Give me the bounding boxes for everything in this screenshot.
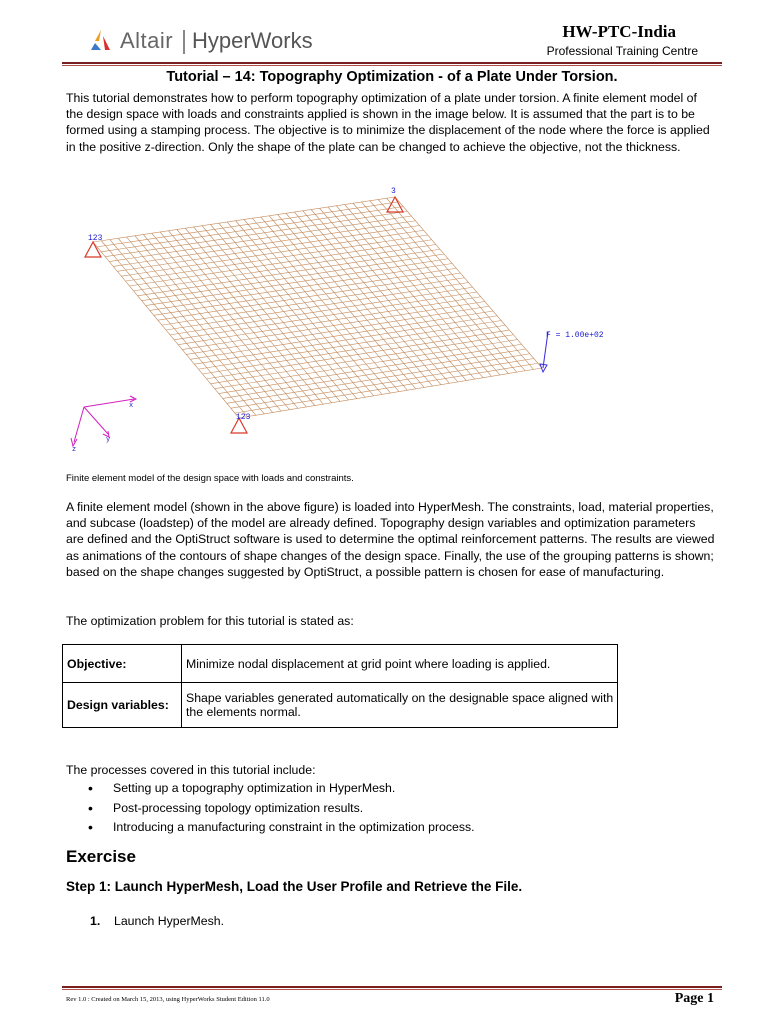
mesh-line [336,206,483,378]
mesh-line [269,216,416,389]
header-rule-thin [62,65,722,66]
footer-rule-thin [62,989,722,990]
mesh-line [211,335,514,384]
mesh-line [353,203,500,375]
mesh-line [252,218,399,391]
mesh-line [370,201,517,372]
axis-x-label: x [129,402,134,410]
mesh-line [194,316,497,364]
problem-statement-intro: The optimization problem for this tutorial is stated as: [66,614,354,628]
table-value-objective: Minimize nodal displacement at grid point where loading is applied. [182,645,618,683]
table-label-objective: Objective: [63,645,182,683]
axis-triad-icon [71,396,136,446]
mesh-line [320,208,467,380]
mesh-line [215,340,518,389]
figure-caption: Finite element model of the design space with loads and constraints. [66,473,354,484]
force-label: F = 1.00e+02 [546,331,604,340]
step-number: 1. [90,914,101,928]
processes-intro: The processes covered in this tutorial include: [66,763,316,777]
table-label-design-variables: Design variables: [63,683,182,728]
node-label-left: 123 [88,234,103,243]
processes-list [88,781,475,840]
step-list-item [90,914,224,928]
mesh-line [207,330,510,379]
mesh-line [219,344,522,393]
mesh-line [345,205,492,377]
constraint-left-icon [85,242,101,257]
mesh-line [361,202,508,374]
mesh-line [328,207,475,379]
table-value-design-variables: Shape variables generated automatically on the designable space aligned with the elements normal. [182,683,618,728]
mesh-line [303,211,450,384]
mesh-line [227,354,530,404]
list-item: • Setting up a topography optimization in HyperMesh. [88,781,475,801]
optimization-problem-table [62,644,618,728]
constraint-top-icon [387,197,403,212]
header-subtitle: Professional Training Centre [546,44,698,58]
axis-y-label: y [106,436,111,444]
fem-plate-figure [62,180,662,465]
mesh-line [294,212,441,385]
header-rule [62,62,722,64]
step-text: Launch HyperMesh. [114,914,225,928]
table-row [63,683,618,728]
logo-altair-text: Altair [120,28,174,53]
node-label-top: 3 [391,187,396,196]
document-title: Tutorial – 14: Topography Optimization - of a Plate Under Torsion. [166,69,618,85]
logo-separator [183,30,185,54]
mesh-line [286,213,433,386]
mesh-line [186,306,489,354]
mesh-line [223,349,526,398]
footer-rule [62,986,722,988]
logo-hyperworks-text: HyperWorks [192,28,313,53]
plate-mesh [93,197,542,418]
intro-paragraph: This tutorial demonstrates how to perform topography optimization of a plate under torsion. A finite element model of the design space with loads and constraints applied is shown in the image below. It is assumed that the part is to be formed using a stamping process. The objective is to minimize the displacement of the node where the force is applied in the positive z-direction. Only the shape of the plate can be changed to achieve the objective, not the thickness. [66,91,710,154]
mesh-line [198,321,501,370]
mesh-line [239,368,542,418]
mesh-line [278,215,425,388]
list-item: • Post-processing topology optimization results. [88,801,475,821]
node-label-bottom: 123 [236,413,251,422]
footer-revision: Rev 1.0 : Created on March 15, 2013, using HyperWorks Student Edition 11.0 [66,996,270,1003]
mesh-line [378,200,525,371]
mesh-line [395,197,542,368]
list-item: • Introducing a manufacturing constraint in the optimization process. [88,820,475,840]
mesh-line [231,359,534,409]
altair-logo-icon [88,28,114,54]
exercise-heading: Exercise [66,847,136,866]
mesh-line [235,363,538,413]
table-row [63,645,618,683]
axis-z-label: z [72,446,77,454]
page-number: Page 1 [674,991,714,1006]
mesh-line [203,325,506,374]
step1-heading: Step 1: Launch HyperMesh, Load the User Profile and Retrieve the File. [66,879,523,894]
mesh-line [387,198,534,369]
description-paragraph: A finite element model (shown in the above figure) is loaded into HyperMesh. The constraints, load, material properties, and subcase (loadstep) of the model are already defined. Topography design variables and optimization parameters are defined and the OptiStruct software is used to determine the optimal reinforcement patterns. The results are viewed as animations of the contours of shape changes of the design space. Finally, the use of the grouping patterns is shown; based on the shape changes suggested by OptiStruct, a possible pattern is chosen for ease of manufacturing. [66,500,715,579]
header-organization: HW-PTC-India [562,22,676,41]
mesh-line [261,217,408,390]
mesh-line [311,210,458,382]
mesh-line [190,311,493,359]
